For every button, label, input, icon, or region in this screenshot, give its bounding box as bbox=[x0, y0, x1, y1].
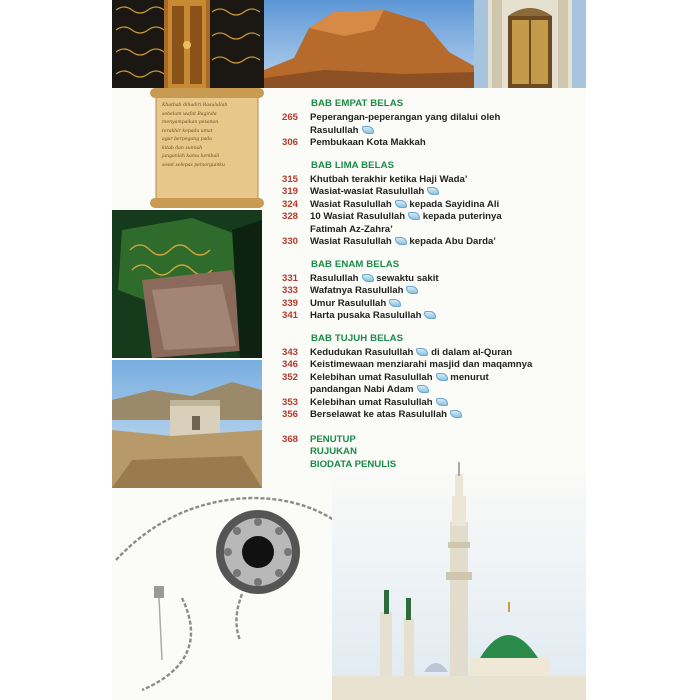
page-number: 330 bbox=[282, 236, 299, 247]
page-number: 341 bbox=[282, 310, 299, 321]
entry-title: Kedudukan Rasulullah bbox=[310, 346, 414, 358]
page-number: 265 bbox=[282, 112, 299, 123]
salawat-icon bbox=[436, 373, 448, 381]
scroll-line: kitab dan sunnah bbox=[162, 145, 203, 151]
table-of-contents bbox=[282, 98, 582, 471]
toc-entry bbox=[282, 186, 582, 199]
entry-title-after: sewaktu sakit bbox=[376, 272, 439, 284]
entry-title-after: kepada Sayidina Ali bbox=[409, 198, 500, 210]
page-number: 352 bbox=[282, 371, 299, 383]
salawat-icon bbox=[406, 286, 418, 294]
page-number: 319 bbox=[282, 186, 299, 197]
parchment-scroll-image bbox=[148, 86, 266, 210]
page-number: 333 bbox=[282, 285, 299, 296]
page-number: 346 bbox=[282, 359, 299, 370]
toc-entry bbox=[282, 372, 582, 397]
chapter-section bbox=[282, 259, 582, 323]
entry-title: Wafatnya Rasulullah bbox=[310, 285, 404, 296]
entry-title: Kelebihan umat Rasulullah bbox=[310, 396, 433, 408]
scroll-line: sebelum wafat Baginda bbox=[162, 111, 217, 117]
salawat-icon bbox=[427, 187, 439, 195]
page-number: 324 bbox=[282, 198, 299, 210]
chapter-section bbox=[282, 160, 582, 249]
salawat-icon bbox=[362, 274, 374, 282]
book-page bbox=[112, 0, 586, 700]
page-number: 315 bbox=[282, 173, 299, 185]
toc-entry bbox=[282, 273, 582, 286]
entry-title: Rasulullah bbox=[310, 272, 359, 284]
entry-title: Peperangan-peperangan yang dilalui oleh bbox=[310, 112, 501, 123]
closing-item-biodata: BIODATA PENULIS bbox=[310, 458, 397, 470]
entry-title: Khutbah terakhir ketika Haji Wada’ bbox=[310, 173, 468, 185]
chapter-title: BAB LIMA BELAS bbox=[311, 159, 395, 171]
toc-entry bbox=[282, 285, 582, 298]
page-number: 328 bbox=[282, 211, 299, 222]
chapter-section bbox=[282, 98, 582, 150]
scroll-line: terakhir kepada umat bbox=[162, 128, 213, 134]
entry-title: Pembukaan Kota Makkah bbox=[310, 137, 426, 148]
toc-entry bbox=[282, 211, 582, 236]
salawat-icon bbox=[416, 348, 428, 356]
salawat-icon bbox=[362, 126, 374, 134]
entry-title: Wasiat Rasulullah bbox=[310, 236, 392, 247]
toc-entry bbox=[282, 236, 582, 249]
toc-entry bbox=[282, 310, 582, 323]
chapter-title: BAB TUJUH BELAS bbox=[311, 332, 404, 344]
scroll-line: agar berpegang pada bbox=[162, 137, 212, 142]
page-number: 368 bbox=[282, 433, 299, 445]
page-number: 331 bbox=[282, 272, 299, 284]
salawat-icon bbox=[450, 410, 462, 418]
page-number: 306 bbox=[282, 137, 299, 148]
chapter-section bbox=[282, 333, 582, 422]
entry-title: Berselawat ke atas Rasulullah bbox=[310, 409, 448, 420]
chapter-title: BAB EMPAT BELAS bbox=[311, 98, 404, 109]
toc-entry bbox=[282, 359, 582, 372]
page-number: 356 bbox=[282, 409, 299, 420]
hilltop-fort-photo bbox=[112, 360, 262, 488]
entry-title-after: kepada Abu Darda’ bbox=[409, 236, 496, 247]
toc-entry bbox=[282, 347, 582, 360]
entry-title: Wasiat-wasiat Rasulullah bbox=[310, 186, 425, 197]
salawat-icon bbox=[389, 299, 401, 307]
green-dome-mosque-photo bbox=[332, 462, 586, 700]
scroll-line: menyampaikan pesanan bbox=[162, 120, 219, 125]
kaaba-door-photo bbox=[112, 0, 264, 88]
toc-entry bbox=[282, 409, 582, 422]
mosque-facade-photo bbox=[474, 0, 586, 88]
page-number: 339 bbox=[282, 297, 299, 309]
toc-entry bbox=[282, 137, 582, 150]
entry-title-after: kepada puterinya bbox=[422, 211, 502, 222]
salawat-icon bbox=[424, 311, 436, 319]
closing-item-rujukan: RUJUKAN bbox=[310, 446, 357, 457]
scroll-line: Khatbah dihadiri Rasulullah bbox=[162, 103, 228, 108]
entry-title-after: di dalam al-Quran bbox=[431, 346, 513, 358]
toc-entry bbox=[282, 298, 582, 311]
entry-title: Kelebihan umat Rasulullah bbox=[310, 371, 433, 383]
entry-title: Harta pusaka Rasulullah bbox=[310, 310, 422, 321]
entry-title-cont: Rasulullah bbox=[310, 124, 359, 136]
salawat-icon bbox=[436, 398, 448, 406]
closing-item-penutup: PENUTUP bbox=[310, 433, 356, 445]
page-number: 343 bbox=[282, 346, 299, 358]
entry-title-after: menurut bbox=[450, 371, 489, 383]
entry-title: 10 Wasiat Rasulullah bbox=[310, 211, 406, 222]
entry-title: Wasiat Rasulullah bbox=[310, 198, 392, 210]
chapter-title: BAB ENAM BELAS bbox=[311, 258, 400, 270]
closing-section bbox=[282, 434, 582, 472]
toc-entry bbox=[282, 174, 582, 187]
mountain-photo bbox=[264, 0, 474, 88]
scroll-line: janganlah kamu kembali bbox=[162, 154, 220, 159]
salawat-icon bbox=[417, 385, 429, 393]
kiswah-cloth-photo bbox=[112, 210, 262, 358]
toc-entry bbox=[282, 199, 582, 212]
entry-title: Umur Rasulullah bbox=[310, 297, 387, 309]
page-number: 353 bbox=[282, 396, 299, 408]
salawat-icon bbox=[395, 237, 407, 245]
entry-title-cont: Fatimah Az-Zahra’ bbox=[310, 223, 393, 235]
scroll-line: sesat selepas pemergianku bbox=[162, 162, 226, 168]
entry-title: Keistimewaan menziarahi masjid dan maqamnya bbox=[310, 359, 533, 370]
salawat-icon bbox=[395, 200, 407, 208]
salawat-icon bbox=[408, 212, 420, 220]
toc-entry bbox=[282, 397, 582, 410]
toc-entry bbox=[282, 112, 582, 137]
entry-title-cont: pandangan Nabi Adam bbox=[310, 384, 414, 395]
